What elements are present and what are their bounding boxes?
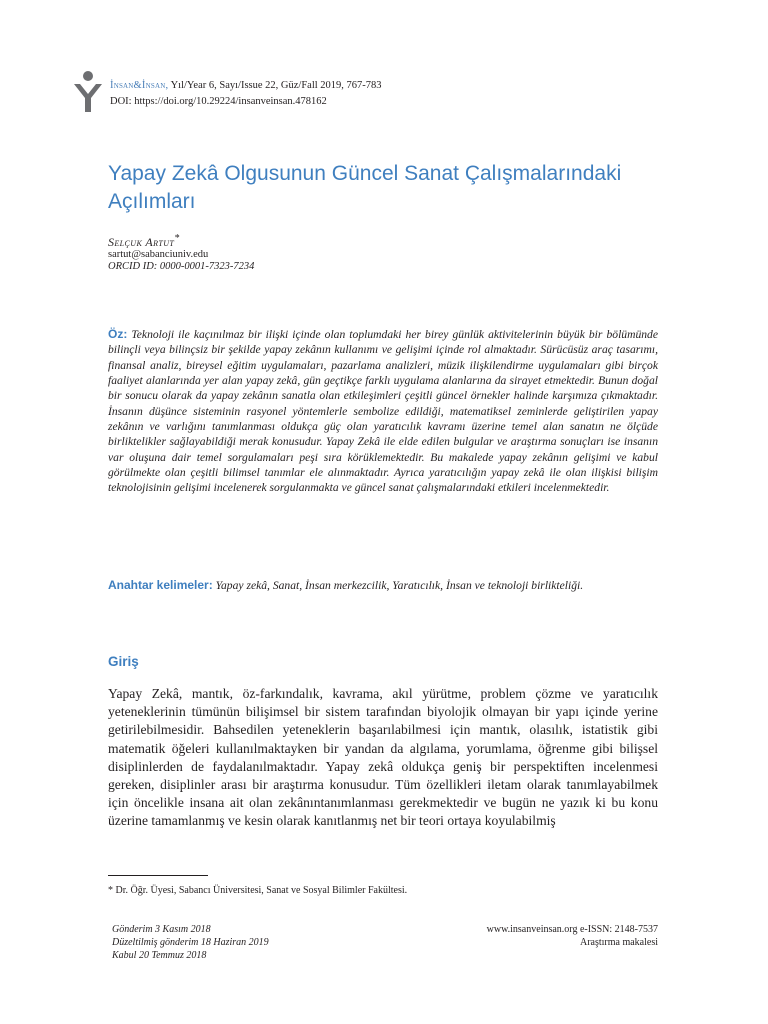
author-name [108,233,254,249]
human-figure-icon [72,70,104,112]
keywords [108,577,658,594]
author-email[interactable]: sartut@sabanciuniv.edu [108,248,209,260]
abstract [108,327,658,496]
website-issn[interactable]: www.insanveinsan.org e-ISSN: 2148-7537 [486,924,658,935]
author-orcid: ORCID ID: 0000-0001-7323-7234 [108,261,255,272]
abstract-text: Teknoloji ile kaçınılmaz bir ilişki içinde olan toplumdaki her birey günlük aktivitelerinin büyük bir bölümünde bilinçli veya bilinçsiz bir şekilde yapay zekânın kullanımı ve gelişimi içinde rol almaktadır. Sürücüsüz araç tasarımı, finansal analiz, bireysel eğitim uygulamaları, pazarlama analizleri, müzik ilişkilendirme uygulamaları gibi birçok faaliyet alanlarında yer alan yapay zekâ, gün geçtikçe farklı uygulama alanlarına da sirayet etmektedir. Bunun doğal bir sonucu olarak da yapay zekânın sanatla olan etkileşimleri çeşitli güncel örnekler halinde karşımıza çıkmaktadır. İnsanın düşünce sisteminin rasyonel yöntemlerle sembolize edildiği, matematiksel zeminlerde geliştirilen yapay zekânın ve varlığını tanımlanması oldukça güç olan yaratıcılık kavramı üzerine temel alan sanatın ne ölçüde birliktelikler sağlayabildiği merak konusudur. Yapay Zekâ ile elde edilen bulgular ve araştırma sonuçları ise insanın var oluşuna dair temel sorgulamaları peşi sıra körüklemektedir. Bu makalede yapay zekânın gelişimi ve kabul görülmekte olan çeşitli bilimsel tanımlar ele alınmaktadır. Ayrıca yaratıcılığın yapay zekâ ile olan ilişkisi bilişim teknolojisinin gelişimi incelenerek sorgulanmakta ve güncel sanat çalışmalarındaki etkileri incelenmektedir. [108,328,658,495]
accepted-date: Kabul 20 Temmuz 2018 [112,950,207,961]
submission-dates [112,923,269,962]
section-heading-intro: Giriş [108,654,139,669]
doi-link[interactable]: DOI: https://doi.org/10.29224/insanveinsan.478162 [110,96,327,107]
keywords-text: Yapay zekâ, Sanat, İnsan merkezcilik, Yaratıcılık, İnsan ve teknoloji birlikteliği. [215,579,584,592]
footnote-divider [108,875,208,876]
journal-name: İnsan&İnsan, [110,80,169,91]
abstract-label: Öz: [108,327,128,341]
keywords-label: Anahtar kelimeler: [108,578,213,592]
author-block [108,233,254,274]
journal-citation [110,80,382,91]
article-type: Araştırma makalesi [579,937,658,948]
author-name-text: Selçuk Artut [108,235,175,249]
author-footnote: * Dr. Öğr. Üyesi, Sabancı Üniversitesi, Sanat ve Sosyal Bilimler Fakültesi. [108,885,408,896]
revised-date: Düzeltilmiş gönderim 18 Haziran 2019 [112,937,269,948]
intro-paragraph: Yapay Zekâ, mantık, öz-farkındalık, kavrama, akıl yürütme, problem çözme ve yaratıcılık yeteneklerinin tümünün bilişimsel bir sistem tarafından biyolojik olmayan bir yapı içinde yerine getirilebilmesidir. Bahsedilen yeteneklerin başarılabilmesi için mantık, olasılık, istatistik gibi matematik öğeleri kullanılmaktayken bir yandan da algılama, yorumlama, öğrenme gibi bilişsel disiplinlerden de faydalanılmaktadır. Yapay zekâ oldukça geniş bir perspektiften incelenmesi gereken, disiplinler arası bir araştırma konusudur. Tüm özellikleri iletam olarak tanımlayabilmek için öncelikle insana ait olan zekânıntanımlanması gerekmektedir ve bugün ne yazık ki bu konu üzerine tamamlanmış ve kesin olarak kanıtlanmış net bir teori ortaya koyulabilmiş [108,686,658,829]
issue-info: Yıl/Year 6, Sayı/Issue 22, Güz/Fall 2019, 767-783 [170,80,382,91]
author-footnote-mark: * [174,233,180,244]
journal-site-info [487,923,658,949]
received-date: Gönderim 3 Kasım 2018 [112,924,211,935]
article-title: Yapay Zekâ Olgusunun Güncel Sanat Çalışmalarındaki Açılımları [108,162,622,213]
